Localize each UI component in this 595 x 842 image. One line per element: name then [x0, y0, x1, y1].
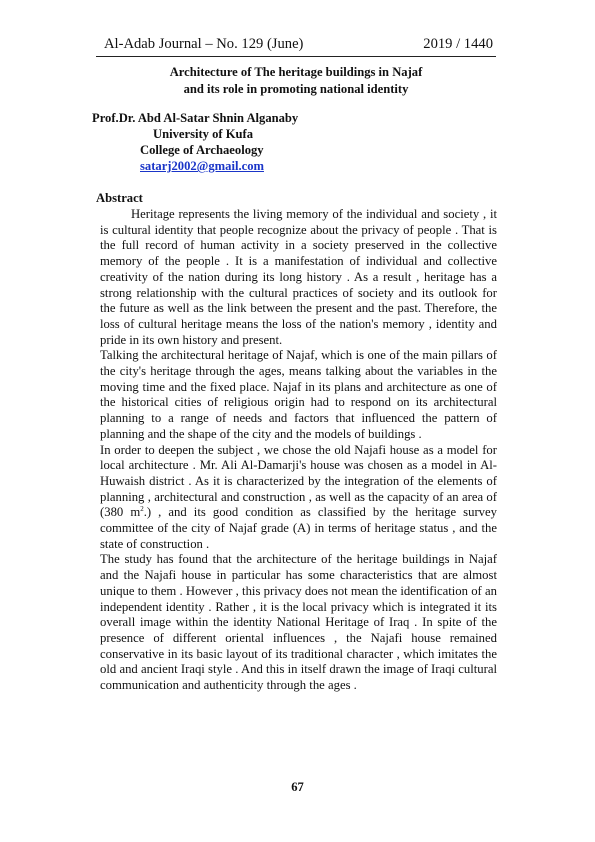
- title-line-2: and its role in promoting national identity: [183, 82, 409, 96]
- title-line-1: Architecture of The heritage buildings in Najaf: [169, 65, 423, 79]
- author-university: University of Kufa: [153, 127, 254, 141]
- area-superscript: 2: [140, 505, 144, 514]
- abstract-heading: Abstract: [96, 191, 143, 205]
- header-divider: [96, 56, 496, 57]
- journal-year: 2019 / 1440: [423, 36, 493, 52]
- abstract-paragraph-2: Talking the architectural heritage of Najaf, which is one of the main pillars of the city's heritage through the ages, means talking about the variables in the moving time and the fixed place. Najaf in its plans and architecture as one of the historical cities of religious origin had to respond on its architectural planning to a range of needs and factors that influenced the pattern of planning and the shape of the city and the models of buildings .: [100, 348, 497, 441]
- author-email-link[interactable]: satarj2002@gmail.com: [140, 159, 264, 173]
- paper-title: [90, 64, 502, 98]
- author-college: College of Archaeology: [140, 143, 264, 157]
- abstract-body: [100, 207, 497, 694]
- paragraph-3-text-a: In order to deepen the subject , we chose the old Najafi house as a model for local architecture . Mr. Ali Al-Damarji's house was chosen as a model in Al-Huwaish district . As it is characterized by the integration of the elements of planning , architectural and construction , as well as the capacity of an area of (380 m: [100, 442, 497, 520]
- journal-name: Al-Adab Journal – No. 129 (June): [104, 36, 304, 52]
- abstract-paragraph-4: The study has found that the architecture of the heritage buildings in Najaf and the Najafi house in particular has some characteristics that are almost unique to them . However , this privacy does not mean the identification of an independent identity . Rather , it is the local privacy which is integrated it its overall image within the identity National Heritage of Iraq . In spite of the presence of different oriental influences , the Najafi house remained conservative in its basic layout of its traditional character , which imitates the old and ancient Iraqi style . And this in itself drawn the image of Iraqi cultural communication and authenticity through the ages .: [100, 552, 497, 693]
- author-name: Prof.Dr. Abd Al-Satar Shnin Alganaby: [92, 111, 299, 125]
- abstract-paragraph-1: Heritage represents the living memory of the individual and society , it is cultural identity that people recognize about the privacy of people . That is the full record of human activity in a society preserved in the collective memory of the people . It is a manifestation of individual and collective creativity of the nation during its long history . As a result , heritage has a strong relationship with the cultural practices of society and its outlook for the future as well as the link between the present and the past. Therefore, the loss of cultural heritage means the loss of the nation's memory , identity and pride in its own history and present.: [100, 207, 497, 347]
- abstract-paragraph-3: [100, 443, 497, 553]
- paragraph-3-text-b: .) , and its good condition as classified by the heritage survey committee of the city of Najaf grade (A) in terms of heritage status , and the state of construction .: [100, 505, 497, 551]
- running-header: [104, 36, 493, 56]
- page-number: 67: [291, 780, 304, 794]
